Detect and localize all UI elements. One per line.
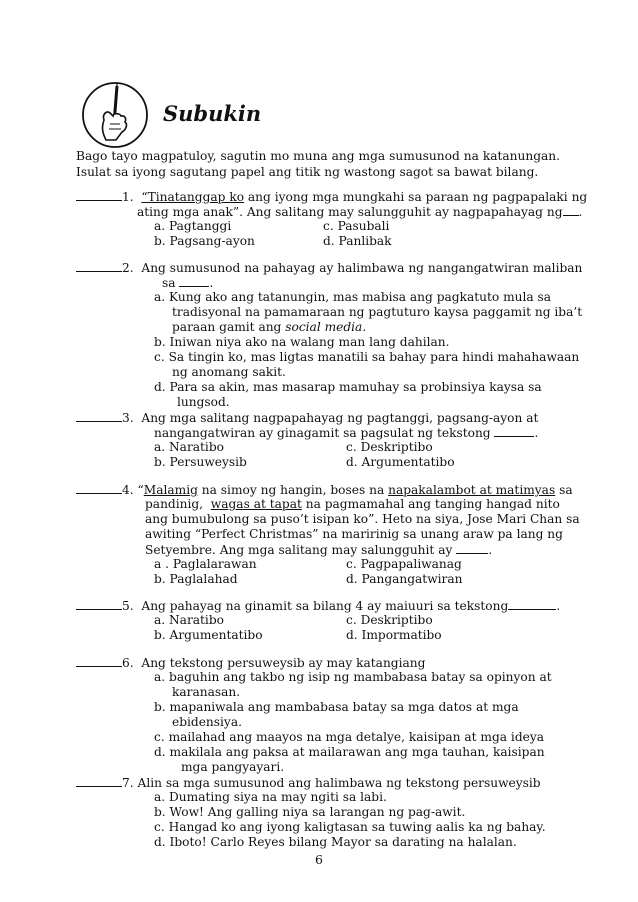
question-4-line-3: ang bumubulong sa puso’t isipan ko”. Heto na siya, Jose Mari Chan sa (145, 512, 580, 526)
option-5c: c. Deskriptibo (346, 613, 433, 627)
option-2c-line-1: c. Sa tingin ko, mas ligtas manatili sa bahay para hindi mahahawaan (154, 350, 580, 364)
question-6-line-1: 6. Ang tekstong persuweysib ay may katangiang (76, 655, 425, 671)
answer-blank (76, 189, 122, 201)
page-number: 6 (315, 852, 323, 867)
option-1b: b. Pagsang-ayon (154, 234, 255, 248)
option-7a: a. Dumating siya na may ngiti sa labi. (154, 790, 387, 804)
question-2-line-2: sa . (162, 276, 214, 290)
option-7c: c. Hangad ko ang iyong kaligtasan sa tuwing aalis ka ng bahay. (154, 820, 546, 834)
question-4-line-5: Setyembre. Ang mga salitang may salungguhit ay . (145, 543, 493, 557)
hand-holding-pen-icon (80, 80, 150, 150)
option-6b-line-2: ebidensiya. (172, 715, 242, 729)
question-1-line-2: ating mga anak”. Ang salitang may salungguhit ay nagpapahayag ng . (137, 205, 583, 219)
question-3-line-2: nangangatwiran ay ginagamit sa pagsulat ng tekstong . (154, 426, 539, 440)
option-3c: c. Deskriptibo (346, 440, 433, 454)
option-4b: b. Paglalahad (154, 572, 238, 586)
option-1a: a. Pagtanggi (154, 219, 232, 233)
option-5a: a. Naratibo (154, 613, 224, 627)
section-title: Subukin (163, 101, 262, 126)
option-1c: c. Pasubali (323, 219, 390, 233)
option-6d-line-1: d. makilala ang paksa at mailarawan ang mga tauhan, kaisipan (154, 745, 545, 759)
option-2d-line-1: d. Para sa akin, mas masarap mamuhay sa probinsiya kaysa sa (154, 380, 542, 394)
option-3d: d. Argumentatibo (346, 455, 455, 469)
option-4a: a . Paglalarawan (154, 557, 257, 571)
option-3a: a. Naratibo (154, 440, 224, 454)
intro-line-2: Isulat sa iyong sagutang papel ang titik ng wastong sagot sa bawat bilang. (76, 165, 539, 179)
option-6a-line-1: a. baguhin ang takbo ng isip ng mambabasa batay sa opinyon at (154, 670, 552, 684)
option-2a-line-1: a. Kung ako ang tatanungin, mas mabisa ang pagkatuto mula sa (154, 290, 552, 304)
option-2d-line-2: lungsod. (177, 395, 230, 409)
intro-line-1: Bago tayo magpatuloy, sagutin mo muna ang mga sumusunod na katanungan. (76, 149, 560, 163)
option-2b: b. Iniwan niya ako na walang man lang dahilan. (154, 335, 450, 349)
option-7d: d. Iboto! Carlo Reyes bilang Mayor sa darating na halalan. (154, 835, 517, 849)
option-6b-line-1: b. mapaniwala ang mambabasa batay sa mga datos at mga (154, 700, 519, 714)
question-2-line-1: 2. Ang sumusunod na pahayag ay halimbawa ng nangangatwiran maliban (76, 260, 582, 276)
option-6a-line-2: karanasan. (172, 685, 241, 699)
question-5-line-1: 5. Ang pahayag na ginamit sa bilang 4 ay maiuuri sa tekstong . (76, 598, 560, 614)
option-3b: b. Persuweysib (154, 455, 247, 469)
option-4d: d. Pangangatwiran (346, 572, 463, 586)
question-4-line-4: awiting “Perfect Christmas” na maririnig sa unang araw pa lang ng (145, 527, 563, 541)
option-2c-line-2: ng anomang sakit. (172, 365, 286, 379)
option-5d: d. Impormatibo (346, 628, 442, 642)
option-4c: c. Pagpapaliwanag (346, 557, 462, 571)
question-7-line-1: 7. Alin sa mga sumusunod ang halimbawa ng tekstong persuweysib (76, 775, 541, 791)
option-2a-line-3: paraan gamit ang social media. (172, 320, 367, 334)
question-4-line-2: pandinig, wagas at tapat na pagmamahal ang tanging hangad nito (145, 497, 560, 511)
option-1d: d. Panlibak (323, 234, 392, 248)
option-7b: b. Wow! Ang galling niya sa larangan ng pag-awit. (154, 805, 466, 819)
question-3-line-1: 3. Ang mga salitang nagpapahayag ng pagtanggi, pagsang-ayon at (76, 410, 538, 426)
option-2a-line-2: tradisyonal na pamamaraan ng pagtuturo kaysa paggamit ng iba’t (172, 305, 583, 319)
option-6c: c. mailahad ang maayos na mga detalye, kaisipan at mga ideya (154, 730, 544, 744)
question-4-line-1: 4. “Malamig na simoy ng hangin, boses na napakalambot at matimyas sa (76, 482, 573, 498)
option-6d-line-2: mga pangyayari. (181, 760, 285, 774)
question-1-line-1: 1. “Tinatanggap ko ang iyong mga mungkahi sa paraan ng pagpapalaki ng (76, 189, 587, 205)
option-5b: b. Argumentatibo (154, 628, 263, 642)
